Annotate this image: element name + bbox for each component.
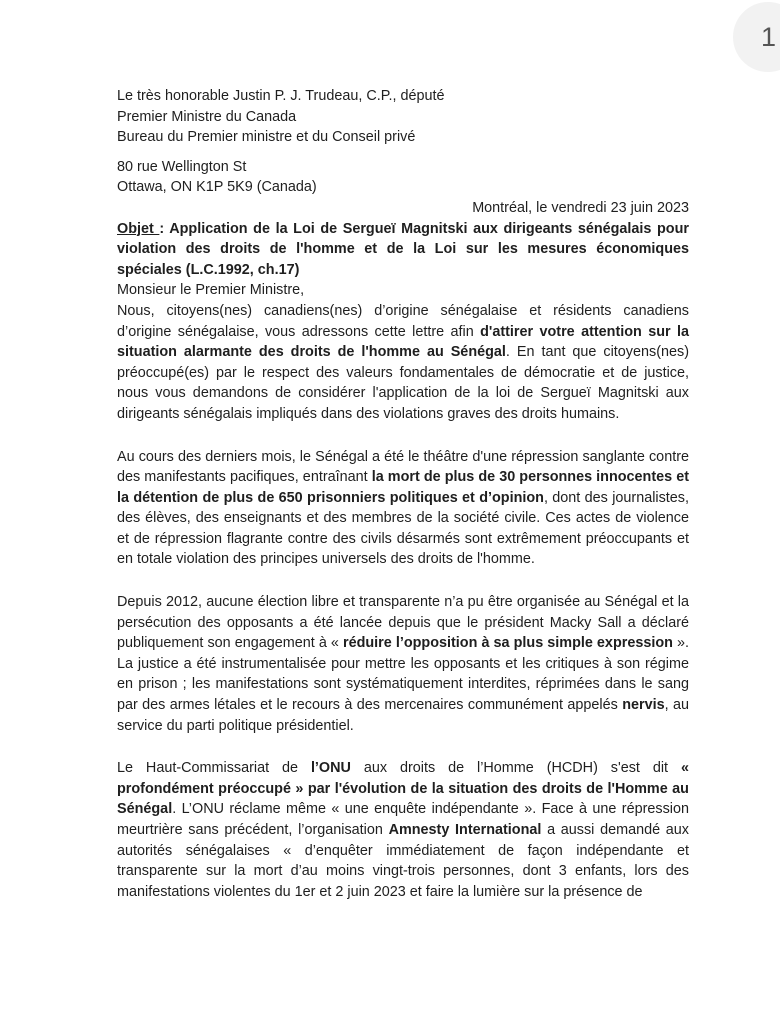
salutation: Monsieur le Premier Ministre, xyxy=(117,282,305,299)
recipient-title: Premier Ministre du Canada xyxy=(117,108,297,125)
paragraph-1: Nous, citoyens(nes) canadiens(nes) d’origine sénégalaise et résidents canadiens d’origine sénégalaise, vous adressons cette lettre afin d'attirer votre attention sur la situation alarmante des droits de l'homme au Sénégal. En tant que citoyens(nes) préoccupé(es) par le respect des valeurs fondamentales de démocratie et de justice, nous vous demandons de considérer l'application de la loi de Sergueï Magnitski aux dirigeants sénégalais impliqués dans des violations graves des droits humains. xyxy=(117,302,689,422)
page-number-badge xyxy=(733,2,780,72)
recipient-office: Bureau du Premier ministre et du Conseil privé xyxy=(117,129,416,146)
subject-text: Application de la Loi de Sergueï Magnitski aux dirigeants sénégalais pour violation des droits de l'homme et de la Loi sur les mesures économiques spéciales (L.C.1992, ch.17) xyxy=(117,220,689,278)
address-block xyxy=(117,157,689,198)
address-street: 80 rue Wellington St xyxy=(117,158,247,175)
paragraph-2: Au cours des derniers mois, le Sénégal a été le théâtre d'une répression sanglante contre des manifestants pacifiques, entraînant la mort de plus de 30 personnes innocentes et la détention de plus de 650 prisonniers politiques et d’opinion, dont des journalistes, des élèves, des enseignants et des membres de la société civile. Ces actes de violence et de répression flagrante contre des civils désarmés sont extrêmement préoccupants et en totale violation des principes universels des droits de l'homme. xyxy=(117,448,689,568)
page-number: 1 xyxy=(761,21,777,52)
address-city: Ottawa, ON K1P 5K9 (Canada) xyxy=(117,179,317,196)
paragraph-4: Le Haut-Commissariat de l’ONU aux droits de l’Homme (HCDH) s'est dit « profondément préoccupé » par l'évolution de la situation des droits de l'Homme au Sénégal. L’ONU réclame même « une enquête indépendante ». Face à une répression meurtrière sans précédent, l’organisation Amnesty International a aussi demandé aux autorités sénégalaises « d’enquêter immédiatement de façon indépendante et transparente sur la mort d’au moins vingt-trois personnes, dont 3 enfants, lors des manifestations violentes du 1er et 2 juin 2023 et faire la lumière sur la présence de xyxy=(117,760,689,900)
paragraph-3: Depuis 2012, aucune élection libre et transparente n’a pu être organisée au Sénégal et la persécution des opposants a été lancée depuis que le président Macky Sall a déclaré publiquement son engagement à « réduire l’opposition à sa plus simple expression ». La justice a été instrumentalisée pour mettre les opposants et les critiques à son régime en prison ; les manifestations sont systématiquement interdites, réprimées dans le sang par des armes létales et le recours à des mercenaires communément appelés nervis, au service du parti politique présidentiel. xyxy=(117,594,689,734)
subject-label: Objet xyxy=(117,220,160,237)
subject-line: Objet : Application de la Loi de Sergueï Magnitski aux dirigeants sénégalais pour violation des droits de l'homme et de la Loi sur les mesures économiques spéciales (L.C.1992, ch.17) xyxy=(117,220,689,278)
recipient-block xyxy=(117,86,689,148)
recipient-name: Le très honorable Justin P. J. Trudeau, C.P., député xyxy=(117,88,445,104)
letter-date: Montréal, le vendredi 23 juin 2023 xyxy=(472,199,689,216)
letter-document xyxy=(117,86,689,924)
